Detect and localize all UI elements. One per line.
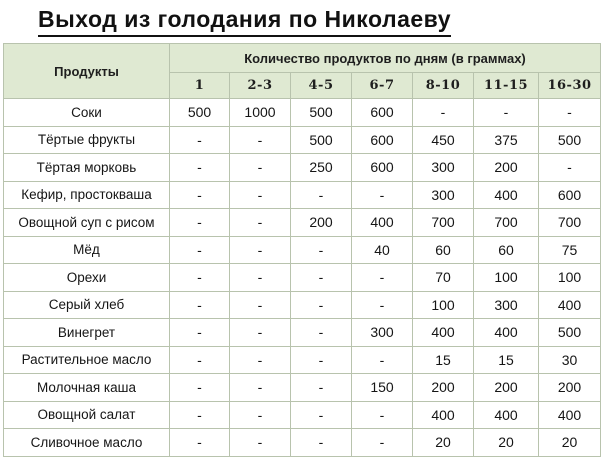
day-header: 11-15 [474,73,539,99]
quantity-cell: 500 [170,99,230,127]
quantity-cell: 300 [352,319,413,347]
quantity-cell: - [230,374,291,402]
quantity-cell: 500 [539,126,601,154]
quantity-cell: - [170,346,230,374]
quantity-cell: - [170,319,230,347]
product-name: Молочная каша [4,374,170,402]
day-header: 16-30 [539,73,601,99]
quantity-cell: - [352,181,413,209]
product-name: Винегрет [4,319,170,347]
quantity-cell: 600 [352,154,413,182]
page-title: Выход из голодания по Николаеву [38,3,451,37]
quantity-cell: - [170,429,230,457]
table-row [4,401,601,429]
quantity-cell: - [230,236,291,264]
quantity-cell: 200 [291,209,352,237]
quantity-cell: - [170,291,230,319]
quantity-cell: 700 [474,209,539,237]
product-name: Мёд [4,236,170,264]
product-name: Овощной суп с рисом [4,209,170,237]
table-row [4,99,601,127]
quantity-cell: - [170,126,230,154]
table-row [4,126,601,154]
product-name: Кефир, простокваша [4,181,170,209]
quantity-cell: - [170,236,230,264]
quantity-cell: - [291,401,352,429]
table-row [4,291,601,319]
quantity-cell: - [539,154,601,182]
quantity-cell: 15 [413,346,474,374]
quantity-cell: - [413,99,474,127]
table-row [4,209,601,237]
quantity-cell: 75 [539,236,601,264]
quantity-cell: 375 [474,126,539,154]
quantity-cell: - [230,346,291,374]
quantity-cell: 200 [413,374,474,402]
quantity-cell: 20 [539,429,601,457]
quantity-cell: 20 [413,429,474,457]
table-row [4,374,601,402]
quantity-cell: 400 [413,319,474,347]
quantity-cell: - [230,319,291,347]
table-body [4,99,601,457]
quantity-cell: - [352,346,413,374]
day-header: 2-3 [230,73,291,99]
quantity-cell: 400 [539,401,601,429]
quantity-cell: - [291,264,352,292]
food-schedule-table [3,43,601,457]
quantity-cell: - [230,154,291,182]
quantity-group-header: Количество продуктов по дням (в граммах) [170,44,601,73]
quantity-cell: 600 [352,99,413,127]
quantity-cell: - [352,264,413,292]
quantity-cell: 40 [352,236,413,264]
quantity-cell: - [352,401,413,429]
product-name: Овощной салат [4,401,170,429]
quantity-cell: 300 [474,291,539,319]
quantity-cell: - [291,374,352,402]
quantity-cell: 400 [474,319,539,347]
quantity-cell: - [230,429,291,457]
day-header: 8-10 [413,73,474,99]
quantity-cell: - [230,181,291,209]
quantity-cell: - [170,181,230,209]
quantity-cell: - [352,291,413,319]
quantity-cell: 1000 [230,99,291,127]
quantity-cell: 30 [539,346,601,374]
product-name: Растительное масло [4,346,170,374]
quantity-cell: 100 [474,264,539,292]
quantity-cell: 300 [413,181,474,209]
quantity-cell: 400 [474,181,539,209]
quantity-cell: 20 [474,429,539,457]
quantity-cell: - [170,401,230,429]
quantity-cell: 200 [474,154,539,182]
quantity-cell: 250 [291,154,352,182]
quantity-cell: 500 [291,126,352,154]
table-row [4,264,601,292]
quantity-cell: 60 [413,236,474,264]
quantity-cell: 600 [352,126,413,154]
table-row [4,154,601,182]
quantity-cell: 60 [474,236,539,264]
quantity-cell: - [230,264,291,292]
quantity-cell: - [170,264,230,292]
quantity-cell: - [170,374,230,402]
quantity-cell: - [230,401,291,429]
quantity-cell: - [291,181,352,209]
quantity-cell: 500 [291,99,352,127]
quantity-cell: 300 [413,154,474,182]
day-header: 6-7 [352,73,413,99]
quantity-cell: 200 [474,374,539,402]
day-header: 4-5 [291,73,352,99]
products-header: Продукты [4,44,170,99]
quantity-cell: 70 [413,264,474,292]
quantity-cell: - [291,236,352,264]
quantity-cell: 450 [413,126,474,154]
quantity-cell: - [291,429,352,457]
quantity-cell: - [291,346,352,374]
product-name: Тёртая морковь [4,154,170,182]
quantity-cell: - [230,291,291,319]
quantity-cell: 100 [413,291,474,319]
quantity-cell: 100 [539,264,601,292]
quantity-cell: 700 [413,209,474,237]
quantity-cell: - [170,209,230,237]
table-row [4,319,601,347]
quantity-cell: 400 [539,291,601,319]
quantity-cell: 200 [539,374,601,402]
quantity-cell: - [291,319,352,347]
quantity-cell: - [539,99,601,127]
product-name: Соки [4,99,170,127]
product-name: Сливочное масло [4,429,170,457]
table-row [4,346,601,374]
quantity-cell: 400 [413,401,474,429]
product-name: Орехи [4,264,170,292]
quantity-cell: - [291,291,352,319]
quantity-cell: - [474,99,539,127]
quantity-cell: - [170,154,230,182]
quantity-cell: 500 [539,319,601,347]
table-row [4,236,601,264]
quantity-cell: - [352,429,413,457]
quantity-cell: 150 [352,374,413,402]
quantity-cell: 400 [474,401,539,429]
quantity-cell: - [230,126,291,154]
product-name: Тёртые фрукты [4,126,170,154]
quantity-cell: 600 [539,181,601,209]
quantity-cell: - [230,209,291,237]
product-name: Серый хлеб [4,291,170,319]
table-row [4,429,601,457]
table-row [4,181,601,209]
day-header: 1 [170,73,230,99]
quantity-cell: 15 [474,346,539,374]
quantity-cell: 700 [539,209,601,237]
quantity-cell: 400 [352,209,413,237]
